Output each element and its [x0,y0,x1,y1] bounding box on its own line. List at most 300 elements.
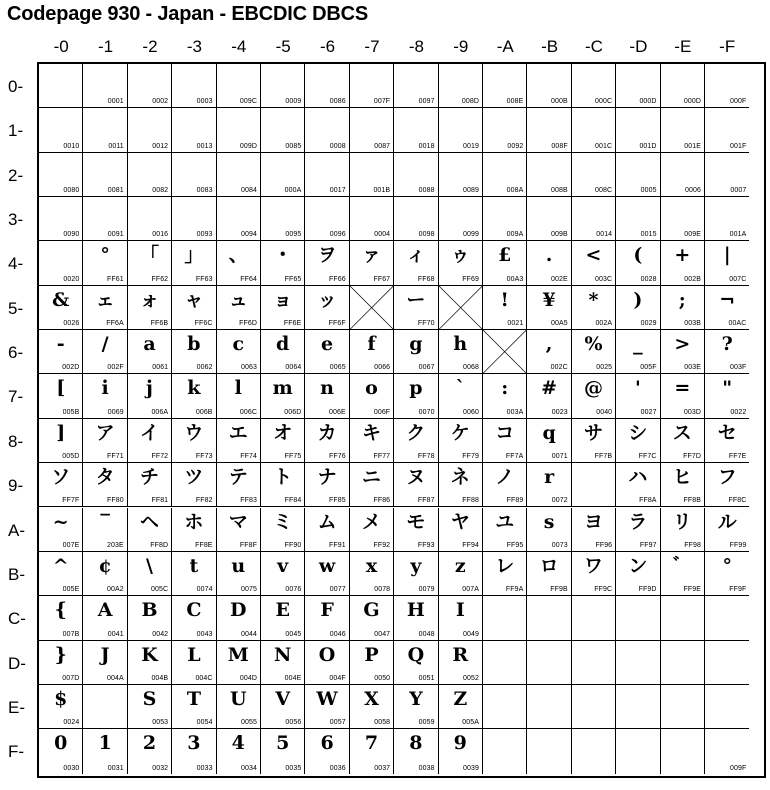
cell-unicode-code: 0028 [640,275,657,283]
cell-unicode-code: 005D [62,453,80,461]
code-cell [261,641,305,685]
code-cell [83,463,127,507]
cell-unicode-code: 0072 [551,497,568,505]
code-cell [527,197,571,241]
code-cell [128,508,172,552]
code-cell [394,197,438,241]
cell-glyph: 3 [187,732,201,755]
code-cell [83,419,127,463]
cell-glyph: * [588,288,599,311]
cell-unicode-code: 0048 [418,630,435,638]
code-cell [705,641,749,685]
cell-unicode-code: FF61 [107,275,124,283]
cell-unicode-code: FF84 [284,497,302,505]
code-cell [616,463,660,507]
code-cell [483,197,527,241]
cell-unicode-code: 0080 [63,187,80,195]
cell-glyph: . [545,244,553,267]
cell-unicode-code: FF9A [505,586,524,594]
code-cell [705,596,749,640]
code-cell [527,641,571,685]
code-cell [572,463,616,507]
cell-unicode-code: FF85 [329,497,346,505]
cell-unicode-code: 0061 [152,364,169,372]
cell-unicode-code: FF73 [195,453,213,461]
cell-glyph: e [321,333,334,356]
cell-glyph: x [365,554,378,577]
code-cell [661,374,705,418]
cell-glyph: W [316,687,338,710]
cell-glyph: ヘ [139,510,159,533]
code-cell [705,108,749,152]
row-header: 1- [8,121,24,141]
code-cell [483,508,527,552]
cell-unicode-code: 0047 [374,630,391,638]
cell-glyph: % [584,333,603,356]
cell-unicode-code: FF62 [151,275,169,283]
cell-unicode-code: 001A [729,231,747,239]
code-cell [128,596,172,640]
cell-unicode-code: FF87 [417,497,435,505]
code-cell [217,153,261,197]
column-header: -C [585,37,603,56]
cell-unicode-code: FF9D [638,586,657,594]
cell-unicode-code: 005B [62,408,80,416]
code-cell [527,685,571,729]
cell-unicode-code: 0091 [107,231,124,239]
cell-unicode-code: 0068 [463,364,479,372]
cell-glyph: ヤ [450,510,470,533]
cell-unicode-code: 006F [373,408,391,416]
cell-glyph: ウ [184,421,204,444]
column-header: -5 [275,37,291,56]
code-cell [305,508,349,552]
cell-glyph: A [97,599,113,622]
cell-glyph: I [455,599,465,622]
code-cell [483,419,527,463]
cell-glyph: f [367,333,376,356]
cell-unicode-code: 0027 [640,408,657,416]
cell-glyph: ヲ [317,244,337,267]
code-cell [261,197,305,241]
code-cell [439,64,483,108]
cell-unicode-code: 003F [730,364,747,372]
cell-unicode-code: FF6D [239,320,257,328]
cell-unicode-code: 000B [551,98,568,106]
row-header: 0- [8,77,24,96]
code-cell [83,508,127,552]
cell-unicode-code: 0081 [107,187,124,195]
code-cell [217,596,261,640]
cell-unicode-code: 007D [62,674,80,682]
cell-unicode-code: 0071 [551,453,568,461]
cell-glyph: y [410,554,422,577]
cell-glyph: 6 [320,732,334,755]
code-cell [661,508,705,552]
row-header: 5- [8,298,24,318]
cell-glyph: / [101,333,109,356]
code-cell [527,374,571,418]
code-cell [394,685,438,729]
cell-unicode-code: 0009 [285,98,302,106]
cell-unicode-code: 005F [640,364,657,372]
code-cell [261,286,305,330]
cell-glyph: z [454,554,466,577]
cell-glyph: ッ [317,288,337,311]
code-cell [39,286,83,330]
cell-glyph: q [542,421,556,444]
code-cell [661,64,705,108]
code-cell [39,330,83,374]
cell-glyph: ラ [628,510,648,533]
code-cell [439,241,483,285]
cell-glyph: ! [500,288,509,311]
row-header: 8- [8,431,24,451]
code-cell [527,241,571,285]
code-cell [350,241,394,285]
code-cell [439,286,483,330]
code-cell [350,641,394,685]
cell-unicode-code: 004D [239,674,257,682]
code-cell [572,241,616,285]
cell-unicode-code: FF72 [151,453,169,461]
code-cell [483,241,527,285]
cell-glyph: ユ [495,510,515,533]
cell-glyph: エ [228,421,248,444]
code-cell [705,241,749,285]
code-cell [217,641,261,685]
cell-unicode-code: 004B [151,674,169,682]
cell-unicode-code: 0054 [196,719,213,727]
code-cell [128,463,172,507]
cell-unicode-code: 0019 [463,142,479,150]
cell-glyph: ス [672,421,692,444]
code-cell [39,374,83,418]
cell-unicode-code: FF79 [462,453,479,461]
code-cell [83,552,127,596]
cell-unicode-code: 0066 [374,364,391,372]
cell-glyph: カ [317,421,337,444]
code-cell [172,241,216,285]
cell-unicode-code: FF80 [107,497,124,505]
code-cell [128,374,172,418]
cell-glyph: 1 [98,732,112,755]
cell-unicode-code: 0008 [329,142,346,150]
cell-unicode-code: FF9B [550,586,568,594]
cell-unicode-code: 002E [551,275,568,283]
code-cell [172,64,216,108]
cell-unicode-code: FF6F [328,320,346,328]
code-cell [217,241,261,285]
code-cell [172,419,216,463]
cell-unicode-code: FF82 [195,497,213,505]
code-cell [527,552,571,596]
code-cell [305,108,349,152]
cell-glyph: N [274,643,292,666]
cell-glyph: ロ [539,554,559,577]
cell-unicode-code: FF66 [329,275,346,283]
code-cell [83,374,127,418]
code-cell [483,286,527,330]
cell-unicode-code: 0010 [63,142,80,150]
cell-glyph: } [54,643,67,666]
cell-glyph: ヌ [406,466,426,489]
cell-unicode-code: 001E [684,142,701,150]
cell-unicode-code: 008F [551,142,568,150]
cell-unicode-code: 0032 [152,764,169,772]
row-header: 3- [8,210,24,230]
cell-unicode-code: 0095 [285,231,302,239]
code-cell [305,641,349,685]
code-cell [350,596,394,640]
cell-unicode-code: 003D [683,408,701,416]
cell-glyph: B [141,599,158,622]
cell-glyph: ノ [495,466,515,489]
cell-unicode-code: 005A [462,719,479,727]
cell-unicode-code: FF9F [729,586,747,594]
cell-unicode-code: 0016 [152,231,169,239]
code-cell [527,108,571,152]
cell-glyph: 、 [228,244,248,267]
cell-unicode-code: 002B [684,275,701,283]
cell-glyph: V [275,687,291,710]
cell-unicode-code: FF7E [728,453,747,461]
cell-glyph: ュ [228,288,248,311]
cell-glyph: T [186,687,201,710]
cell-unicode-code: 0067 [418,364,435,372]
cell-glyph: 5 [276,732,290,755]
row-header: B- [8,564,25,584]
cell-glyph: " [722,377,733,400]
cell-glyph: ゛ [672,554,692,577]
code-cell [217,330,261,374]
cell-glyph: ィ [406,244,426,267]
code-cell [83,197,127,241]
code-cell [527,286,571,330]
cell-glyph: + [674,244,691,267]
cell-unicode-code: 004E [284,674,302,682]
cell-unicode-code: 0055 [241,719,257,727]
cell-unicode-code: 004F [329,674,346,682]
cell-unicode-code: 000F [730,98,747,106]
code-cell [394,374,438,418]
cell-glyph: ア [95,421,115,444]
code-cell [483,685,527,729]
code-cell [705,330,749,374]
cell-unicode-code: 001D [639,142,657,150]
cell-unicode-code: 0013 [196,142,213,150]
cell-unicode-code: 0069 [107,408,124,416]
cell-glyph: O [318,643,336,666]
cell-glyph: オ [273,421,293,444]
code-cell [439,374,483,418]
cell-unicode-code: 006D [284,408,302,416]
code-cell [705,685,749,729]
code-cell [261,330,305,374]
cell-unicode-code: 007A [462,586,479,594]
cell-unicode-code: FF9C [594,586,613,594]
code-cell [483,108,527,152]
cell-unicode-code: 0076 [285,586,302,594]
cell-unicode-code: FF69 [462,275,479,283]
cell-glyph: ¢ [98,554,112,577]
cell-unicode-code: 000A [284,187,302,195]
code-cell [705,508,749,552]
code-cell [39,153,83,197]
cell-unicode-code: 004C [195,674,213,682]
cell-glyph: - [56,333,65,356]
cell-unicode-code: 0098 [418,231,435,239]
column-header: -D [629,37,648,56]
cell-glyph: C [186,599,202,622]
code-cell [305,729,349,773]
cell-glyph: [ [56,377,66,400]
cell-glyph: シ [628,421,648,444]
cell-unicode-code: FF67 [373,275,391,283]
cell-unicode-code: FF96 [595,541,613,549]
cell-unicode-code: 0083 [196,187,213,195]
cell-glyph: : [501,377,509,400]
cell-unicode-code: 0034 [241,764,257,772]
row-header: D- [8,653,26,673]
code-cell [261,463,305,507]
cell-glyph: F [320,599,334,622]
cell-unicode-code: 0092 [507,142,524,150]
cell-glyph: フ [717,466,737,489]
code-cell [394,552,438,596]
code-cell [705,729,749,773]
code-cell [172,729,216,773]
code-cell [572,153,616,197]
cell-unicode-code: 0064 [285,364,302,372]
cell-unicode-code: 0029 [640,320,657,328]
cell-unicode-code: 0053 [152,719,169,727]
code-cell [483,64,527,108]
cell-glyph: m [272,377,293,400]
cell-glyph: @ [583,377,603,400]
cell-glyph: ナ [317,466,337,489]
cell-unicode-code: 0030 [63,764,80,772]
code-cell [616,64,660,108]
cell-glyph: E [275,599,290,622]
code-cell [261,596,305,640]
cell-unicode-code: 004A [107,674,124,682]
cell-glyph: イ [139,421,159,444]
code-cell [483,729,527,773]
code-cell [661,463,705,507]
row-header: 2- [8,165,24,185]
column-header: -6 [320,37,336,56]
cell-unicode-code: 203E [107,541,124,549]
cell-unicode-code: 0059 [418,719,435,727]
cell-unicode-code: 007E [62,541,80,549]
code-cell [217,108,261,152]
cell-unicode-code: 0045 [285,630,302,638]
code-cell [394,419,438,463]
code-cell [217,729,261,773]
code-cell [572,641,616,685]
cell-unicode-code: 0036 [329,764,346,772]
cell-unicode-code: FF70 [417,320,435,328]
cell-unicode-code: 00AC [728,320,747,328]
cell-glyph: h [453,333,468,356]
cell-glyph: ・ [273,244,293,267]
cell-unicode-code: FF7C [638,453,657,461]
code-cell [483,463,527,507]
code-cell [83,330,127,374]
cell-unicode-code: 007F [373,98,391,106]
code-cell [705,286,749,330]
code-cell [661,330,705,374]
code-cell [705,64,749,108]
cell-unicode-code: 008E [506,98,524,106]
code-cell [128,153,172,197]
cell-unicode-code: FF92 [373,541,391,549]
cell-unicode-code: 006A [151,408,169,416]
cell-unicode-code: FF8B [683,497,701,505]
code-cell [572,596,616,640]
cell-glyph: , [545,333,553,356]
code-cell [305,286,349,330]
cell-unicode-code: FF74 [240,453,257,461]
code-cell [661,685,705,729]
cell-unicode-code: 0056 [285,719,302,727]
cell-unicode-code: 0078 [374,586,391,594]
cell-unicode-code: 0022 [730,408,747,416]
cell-glyph: 「 [139,244,159,267]
cell-glyph: ° [100,244,110,267]
cell-glyph: 4 [231,732,245,755]
code-cell [39,729,83,773]
cell-unicode-code: 0065 [329,364,346,372]
cell-glyph: ォ [139,288,159,311]
cell-glyph: R [452,643,469,666]
cell-glyph: ツ [184,466,204,489]
row-header: F- [8,742,25,762]
cell-glyph: & [52,288,70,311]
code-cell [394,463,438,507]
cell-unicode-code: 009D [239,142,257,150]
cell-unicode-code: 001F [730,142,747,150]
code-cell [483,552,527,596]
cell-glyph: ト [273,466,293,489]
code-cell [527,729,571,773]
cell-glyph: t [189,554,199,577]
cell-glyph: Q [407,643,425,666]
cell-unicode-code: 008B [551,187,568,195]
code-cell [661,641,705,685]
code-cell [217,286,261,330]
code-cell [39,419,83,463]
page-title: Codepage 930 - Japan - EBCDIC DBCS [7,3,369,25]
cell-glyph: c [232,333,245,356]
cell-glyph: ヨ [583,510,603,533]
cell-unicode-code: 0006 [685,187,701,195]
cell-glyph: G [363,599,380,622]
code-cell [616,685,660,729]
cell-glyph: レ [495,554,515,577]
cell-unicode-code: 0035 [285,764,302,772]
code-cell [616,729,660,773]
cell-unicode-code: FF98 [684,541,701,549]
code-cell [572,508,616,552]
code-cell [616,197,660,241]
code-cell [350,153,394,197]
cell-glyph: ン [628,554,648,577]
cell-unicode-code: FF71 [107,453,124,461]
code-cell [350,197,394,241]
row-header: 4- [8,254,24,274]
